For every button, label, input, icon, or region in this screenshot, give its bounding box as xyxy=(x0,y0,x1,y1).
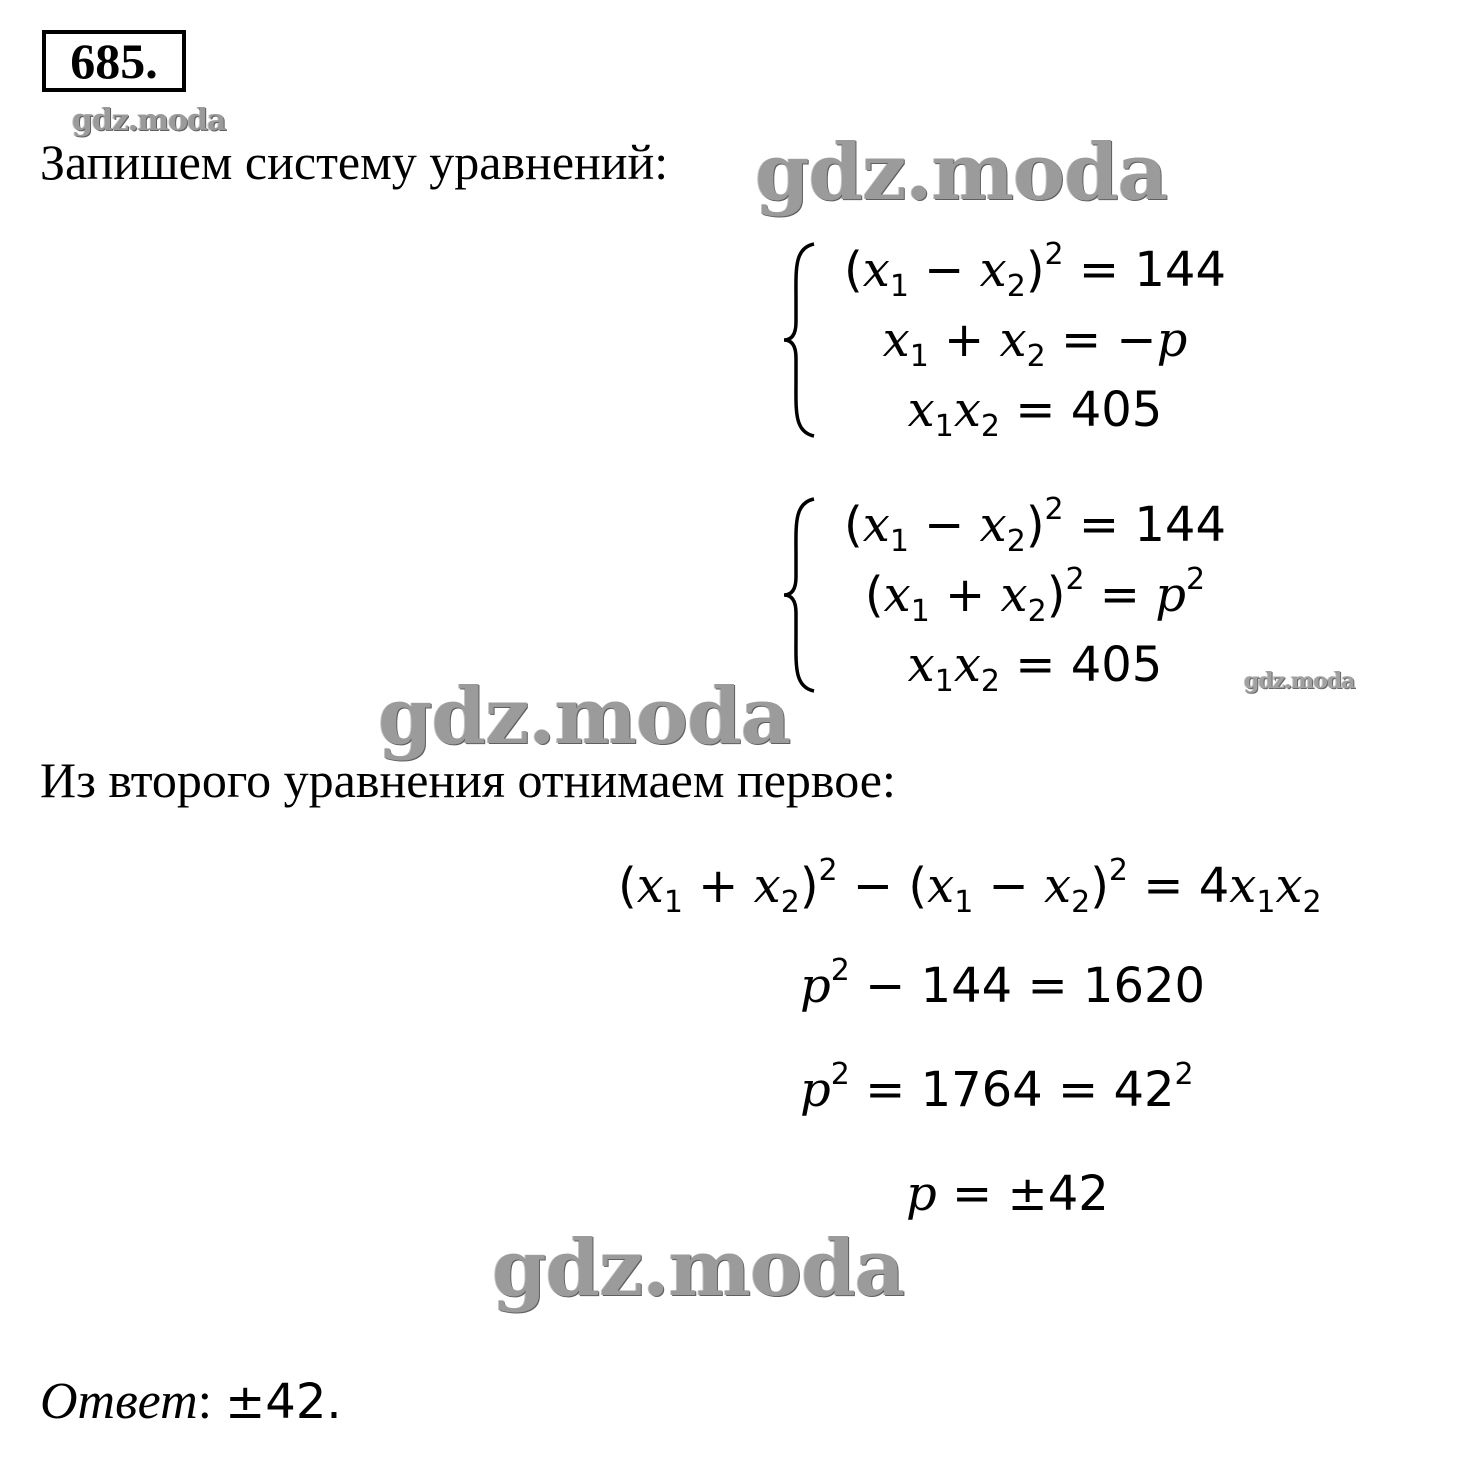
equation-system-2 xyxy=(780,492,1280,705)
system1-eq1: $(x_1 - x_2)^2 = 144$ xyxy=(844,237,1226,304)
watermark-tiny: gdz.moda xyxy=(1244,668,1355,694)
derivation-subst: $p^2 - 144 = 1620$ xyxy=(800,953,1206,1014)
derivation-square: $p^2 = 1764 = 42^2$ xyxy=(800,1057,1194,1118)
answer xyxy=(40,1374,342,1430)
answer-separator: : xyxy=(197,1373,226,1430)
watermark-top: gdz.moda xyxy=(755,127,1168,218)
left-brace-icon xyxy=(780,495,820,695)
answer-label: Ответ xyxy=(40,1373,198,1430)
system2-eq1: $(x_1 - x_2)^2 = 144$ xyxy=(844,492,1226,559)
watermark-bottom: gdz.moda xyxy=(492,1223,905,1314)
derivation-identity: $(x_1 + x_2)^2 - (x_1 - x_2)^2 = 4x_1x_2$ xyxy=(618,853,1322,920)
step-text: Из второго уравнения отнимаем первое: xyxy=(40,752,896,808)
equation-system-1 xyxy=(780,237,1280,450)
left-brace-icon xyxy=(780,240,820,440)
system2-eq2: $(x_1 + x_2)^2 = p^2$ xyxy=(864,562,1206,629)
watermark-small: gdz.moda xyxy=(72,103,226,138)
intro-text: Запишем систему уравнений: xyxy=(40,134,669,190)
answer-value: ±42. xyxy=(225,1374,342,1430)
system1-eq3: $x_1x_2 = 405$ xyxy=(907,382,1163,444)
problem-number: 685. xyxy=(42,30,186,92)
system2-eq3: $x_1x_2 = 405$ xyxy=(907,637,1163,699)
derivation-result: p = ±42 xyxy=(906,1166,1109,1222)
watermark-middle: gdz.moda xyxy=(378,671,791,762)
system1-eq2: $x_1 + x_2 = -p$ xyxy=(882,312,1188,374)
